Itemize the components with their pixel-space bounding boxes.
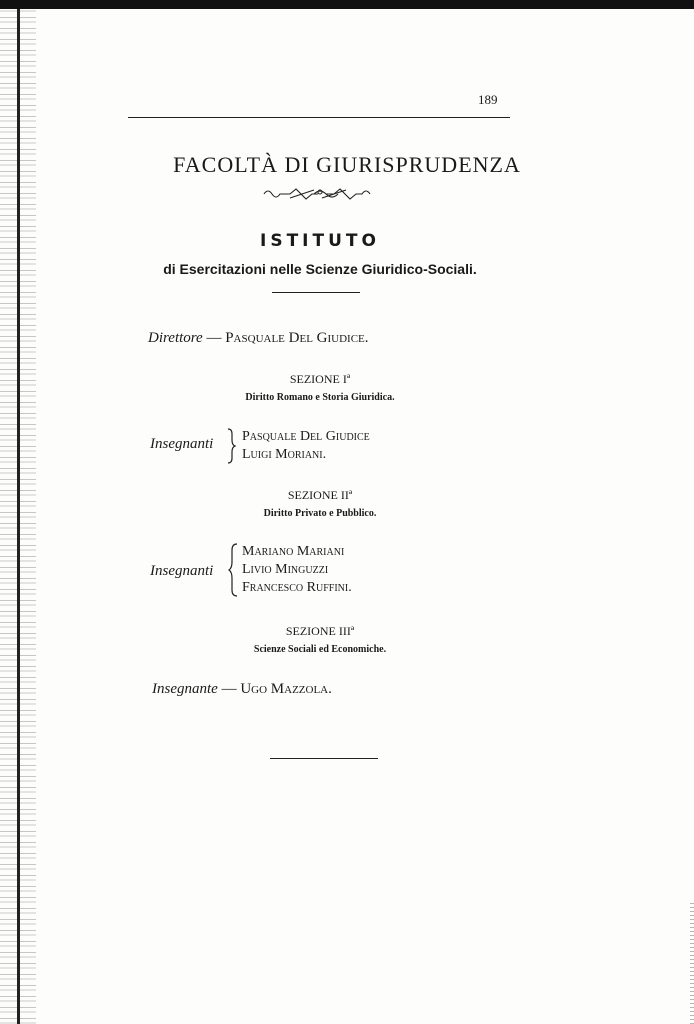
- teacher-name: Mariano Mariani: [242, 544, 345, 559]
- section-2-names: [242, 543, 352, 597]
- curly-brace-icon: [226, 428, 236, 464]
- teacher-name: Pasquale Del Giudice: [242, 429, 370, 444]
- teacher-name: Luigi Moriani.: [242, 447, 327, 462]
- section-1-title: SEZIONE Iª: [289, 372, 351, 386]
- section-1-label: Insegnanti: [150, 436, 214, 452]
- top-scan-border: [0, 0, 694, 9]
- scan-right-edge: [690, 900, 694, 1024]
- header-rule: [128, 117, 510, 118]
- teacher-name: Livio Minguzzi: [242, 562, 329, 577]
- director-label: Direttore: [148, 330, 203, 346]
- institute-title: ISTITUTO: [260, 231, 380, 251]
- decorative-ornament-icon: [262, 186, 374, 202]
- section-2-subtitle: Diritto Privato e Pubblico.: [263, 508, 377, 519]
- section-2-title: SEZIONE IIª: [287, 488, 353, 502]
- teacher-name: Francesco Ruffini.: [242, 580, 352, 595]
- section-3-dash: —: [221, 681, 237, 697]
- page-number: 189: [478, 92, 498, 107]
- section-3-line: [152, 681, 332, 698]
- curly-brace-icon: [228, 543, 238, 597]
- section-1-subtitle: Diritto Romano e Storia Giuridica.: [245, 392, 395, 403]
- section-divider: [272, 292, 360, 293]
- faculty-heading: FACOLTÀ DI GIURISPRUDENZA: [173, 152, 521, 177]
- section-2-label: Insegnanti: [150, 563, 214, 579]
- section-3-label: Insegnante: [152, 681, 218, 697]
- director-line: [148, 330, 369, 347]
- teacher-name: Ugo Mazzola.: [240, 681, 332, 697]
- institute-subtitle: di Esercitazioni nelle Scienze Giuridico-Sociali.: [163, 261, 477, 277]
- section-3-subtitle: Scienze Sociali ed Economiche.: [253, 644, 387, 655]
- section-1-names: [242, 428, 370, 464]
- end-rule: [270, 758, 378, 759]
- section-3-title: SEZIONE IIIª: [285, 624, 355, 638]
- director-name: Pasquale Del Giudice.: [225, 330, 369, 346]
- director-dash: —: [206, 330, 222, 346]
